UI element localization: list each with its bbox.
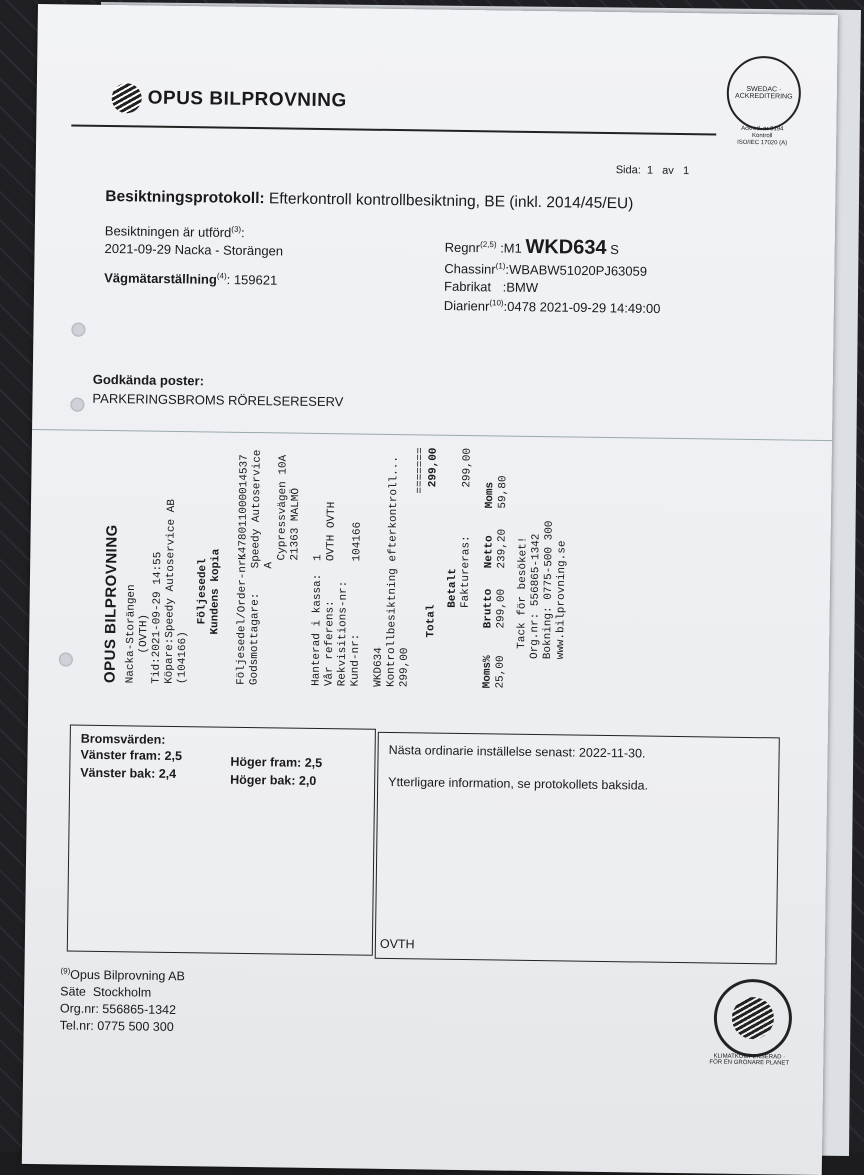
accreditation-info (721, 126, 803, 148)
vat-h-vat: Moms (484, 482, 497, 509)
performed-colon: : (241, 225, 245, 240)
accreditation-nr: Ackred. nr 8194 (721, 126, 803, 134)
vat-h-rate: Moms% (481, 628, 495, 688)
receipt-station: Nacka-Storängen (125, 443, 141, 683)
receipt-row-value: Cypressvägen 10A (276, 455, 290, 561)
receipt-logo: OPUS BILPROVNING (104, 443, 120, 683)
odometer-label: Vägmätarställning (104, 270, 217, 287)
punch-hole (71, 322, 85, 336)
brake-values-box (67, 725, 376, 956)
receipt-row-value: 104166 (351, 522, 365, 562)
more-info: Ytterligare information, se protokollets baksida. (388, 775, 648, 793)
brake-right-rear: Höger bak: 2,0 (230, 773, 316, 788)
climate-badge-text: KLIMATKOMPENSERAD · FÖR EN GRÖNARE PLANET (707, 1053, 791, 1066)
regnr-prefix: :M1 (500, 240, 522, 255)
approved-heading: Godkända poster: (93, 372, 204, 389)
swedac-label: SWEDAC · ACKREDITERING (729, 86, 799, 101)
make (444, 279, 538, 295)
brake-right-front: Höger fram: 2,5 (230, 755, 322, 770)
footer-name-text: Opus Bilprovning AB (70, 968, 185, 984)
receipt-row-key (288, 561, 303, 686)
diarie-sup: (10) (489, 298, 503, 307)
receipt-doc-type: Följesedel (196, 444, 212, 684)
chassi-sup: (1) (496, 261, 506, 270)
receipt-paid-label: Betalt (445, 448, 461, 688)
receipt-row-key: Kund-nr: (350, 561, 365, 686)
vat-h-net: Netto (483, 508, 497, 568)
receipt-row (249, 445, 278, 685)
receipt-web: www.bilprovning.se (554, 449, 570, 689)
next-inspection: Nästa ordinarie inställelse senast: 2022-11-30. (389, 743, 646, 761)
vat-h-gross: Brutto (482, 568, 496, 628)
make-value: :BMW (503, 280, 539, 295)
climate-compensated-badge-icon (713, 979, 792, 1058)
receipt-total-label: Total (424, 487, 440, 688)
protocol-title (105, 188, 633, 213)
vat-rate: 25,00 (494, 628, 508, 688)
header-rule (71, 124, 716, 135)
receipt-station-code: (OVTH) (138, 443, 154, 683)
footer-orgnr: Org.nr: 556865-1342 (60, 1001, 185, 1020)
receipt-buyer: Köpare:Speedy Autoservice AB (104166) (164, 444, 193, 684)
receipt-row-value: 21363 MALMÖ (289, 488, 303, 561)
receipt-time: Tid:2021-09-29 14:55 (151, 444, 167, 684)
receipt-row-value: K478011000014537 (237, 454, 251, 560)
receipt-row-key: Vår referens: (324, 561, 339, 686)
receipt-row-key: Godsmottagare: (249, 568, 277, 685)
regnr-label: Regnr (445, 240, 481, 255)
opus-globe-icon (111, 83, 141, 113)
accreditation-standard: ISO/IEC 17020 (A) (721, 140, 803, 148)
receipt-slip (103, 443, 727, 712)
station-code: OVTH (380, 937, 415, 951)
globe-icon (732, 997, 775, 1040)
diarie-value: :0478 2021-09-29 14:49:00 (503, 299, 660, 316)
brake-left-rear: Vänster bak: 2,4 (80, 766, 176, 781)
regnr (444, 235, 619, 260)
footer-tel: Tel.nr: 0775 500 300 (60, 1018, 185, 1037)
receipt-booking: Bokning: 0775-500 300 (541, 449, 557, 689)
receipt-row-key: Hanterad i kassa: (311, 561, 326, 686)
vat-gross: 299,00 (495, 568, 509, 628)
vat-amount: 59,80 (497, 475, 510, 508)
approved-item: PARKERINGSBROMS RÖRELSERESERV (92, 391, 343, 410)
punch-hole (70, 397, 84, 411)
regnr-value: WKD634 (525, 236, 606, 259)
chassi (444, 261, 647, 279)
notes-box (375, 732, 780, 965)
footer-sup: (9) (60, 966, 70, 975)
inspection-protocol-document (22, 4, 838, 1175)
receipt-separator: ======= (411, 447, 427, 687)
receipt-copy: Kundens kopia (209, 444, 225, 684)
title-rest: Efterkontroll kontrollbesiktning, BE (inkl. 2014/45/EU) (265, 190, 634, 212)
receipt-row-value: OVTH OVTH (325, 502, 339, 562)
receipt-invoiced-value: 299,00 (461, 448, 475, 488)
receipt-row-key: Följesedel/Order-nr: (236, 560, 251, 685)
accreditation-type: Kontroll (721, 133, 803, 141)
swedac-seal-icon (726, 56, 801, 131)
receipt-orgnr: Org.nr: 556865-1342 (528, 449, 544, 689)
receipt-invoiced-label: Faktureras: (458, 488, 474, 689)
diarie-label: Diarienr (444, 298, 490, 314)
receipt-row-value: 1 (312, 554, 325, 561)
company-name: OPUS BILPROVNING (148, 88, 347, 113)
regnr-sup: (2,5) (480, 240, 497, 249)
punch-hole (59, 652, 73, 666)
title-bold: Besiktningsprotokoll: (105, 188, 265, 207)
performed-label-text: Besiktningen är utförd (105, 223, 232, 240)
receipt-thanks: Tack för besöket! (515, 449, 531, 689)
footer-company (60, 962, 185, 1036)
diarienr (444, 298, 661, 316)
page-indicator: Sida: 1 av 1 (616, 164, 690, 177)
fold-line (32, 429, 832, 441)
receipt-row-value: Speedy Autoservice A (250, 445, 278, 569)
receipt-total-value: 299,00 (427, 447, 441, 487)
receipt-rotated-content (104, 443, 727, 692)
receipt-plate: WKD634 (373, 447, 389, 687)
make-label: Fabrikat (444, 279, 491, 295)
brake-left-front: Vänster fram: 2,5 (80, 748, 182, 763)
receipt-row-key: Rekvisitions-nr: (337, 561, 352, 686)
odometer-value: : 159621 (227, 272, 278, 288)
footer-seat: Säte Stockholm (60, 984, 185, 1003)
regnr-suffix: S (610, 242, 619, 257)
odometer-sup: (4) (217, 272, 227, 281)
performed-value: 2021-09-29 Nacka - Storängen (104, 241, 283, 258)
chassi-value: :WBABW51020PJ63059 (505, 262, 647, 279)
company-logo (111, 83, 346, 116)
performed-label (105, 223, 245, 240)
receipt-line-item: Kontrollbesiktning efterkontroll... 299,00 (385, 447, 414, 687)
brakes-heading: Bromsvärden: (81, 732, 166, 747)
performed-sup: (3) (231, 225, 241, 234)
footer-name (60, 962, 185, 985)
vat-net: 239,20 (496, 508, 510, 568)
odometer (104, 270, 277, 288)
chassi-label: Chassinr (444, 261, 496, 277)
